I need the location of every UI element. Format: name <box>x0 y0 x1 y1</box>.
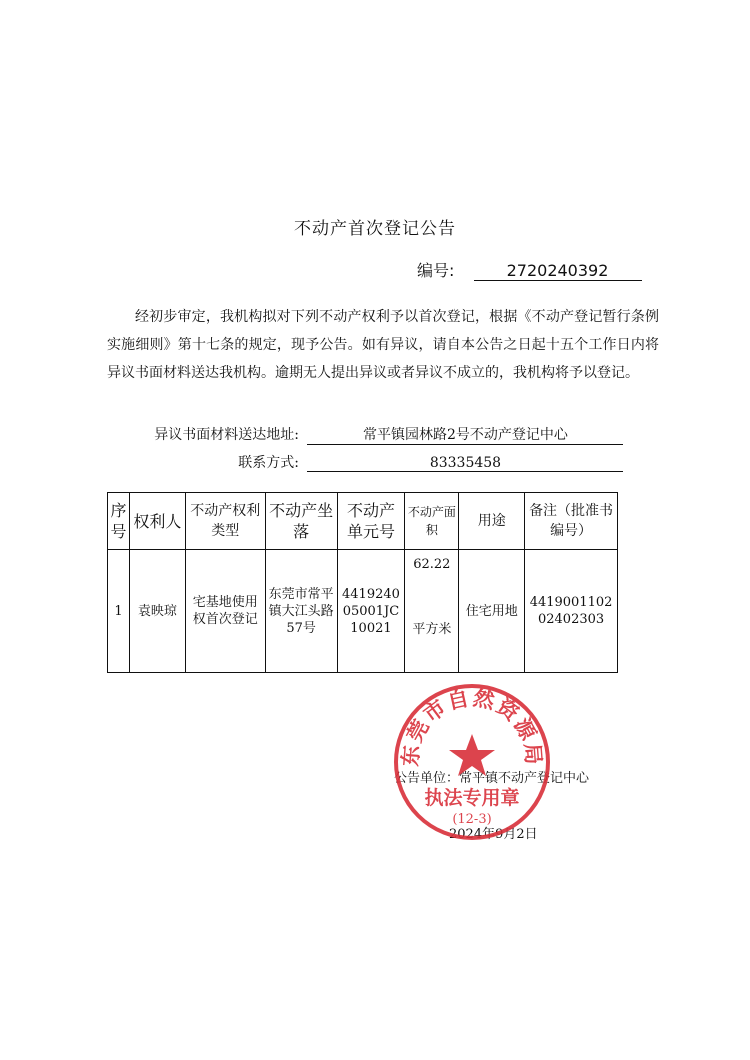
seal-arc-text: 东莞市自然资源局 <box>397 684 547 768</box>
cell-area-value: 62.22 <box>413 557 451 572</box>
header-holder: 权利人 <box>129 493 185 550</box>
cell-usage: 住宅用地 <box>459 550 525 673</box>
address-value: 常平镇园林路2号不动产登记中心 <box>307 424 623 445</box>
registration-table <box>107 492 618 673</box>
contact-label: 联系方式: <box>238 455 299 471</box>
cell-area <box>405 550 459 673</box>
address-label: 异议书面材料送达地址: <box>154 427 299 443</box>
cell-right-type: 宅基地使用权首次登记 <box>185 550 265 673</box>
page-title: 不动产首次登记公告 <box>294 219 456 239</box>
contact-value: 83335458 <box>307 455 623 472</box>
cell-holder: 袁映琼 <box>129 550 185 673</box>
notice-body: 经初步审定，我机构拟对下列不动产权利予以首次登记，根据《不动产登记暂行条例实施细则》第十七条的规定，现予公告。如有异议，请自本公告之日起十五个工作日内将异议书面材料送达我机构。逾期无人提出异议或者异议不成立的，我机构将予以登记。 <box>107 309 659 381</box>
header-remark: 备注（批准书编号） <box>525 493 618 550</box>
header-location: 不动产坐落 <box>265 493 337 550</box>
cell-seq: 1 <box>108 550 130 673</box>
header-seq: 序号 <box>108 493 130 550</box>
official-seal-stamp <box>392 682 552 842</box>
header-right-type: 不动产权利类型 <box>185 493 265 550</box>
header-unit-no: 不动产单元号 <box>337 493 405 550</box>
notice-number-row <box>417 258 642 281</box>
table-header-row <box>108 493 618 550</box>
header-usage: 用途 <box>459 493 525 550</box>
seal-sub-text: (12-3) <box>452 812 492 827</box>
notice-number-value: 2720240392 <box>474 261 642 281</box>
cell-area-unit: 平方米 <box>412 622 452 637</box>
seal-center-text: 执法专用章 <box>424 787 520 809</box>
table-row <box>108 550 618 673</box>
cell-location: 东莞市常平镇大江头路57号 <box>265 550 337 673</box>
header-area: 不动产面积 <box>405 493 459 550</box>
seal-star-icon <box>449 734 495 776</box>
address-row <box>144 424 623 445</box>
notice-number-label: 编号: <box>417 261 455 280</box>
cell-remark: 441900110202402303 <box>525 550 618 673</box>
contact-row <box>144 452 623 472</box>
footer-org: 公告单位：常平镇不动产登记中心 <box>394 771 590 786</box>
footer-date: 2024年9月2日 <box>449 827 538 842</box>
cell-unit-no: 441924005001JC10021 <box>337 550 405 673</box>
